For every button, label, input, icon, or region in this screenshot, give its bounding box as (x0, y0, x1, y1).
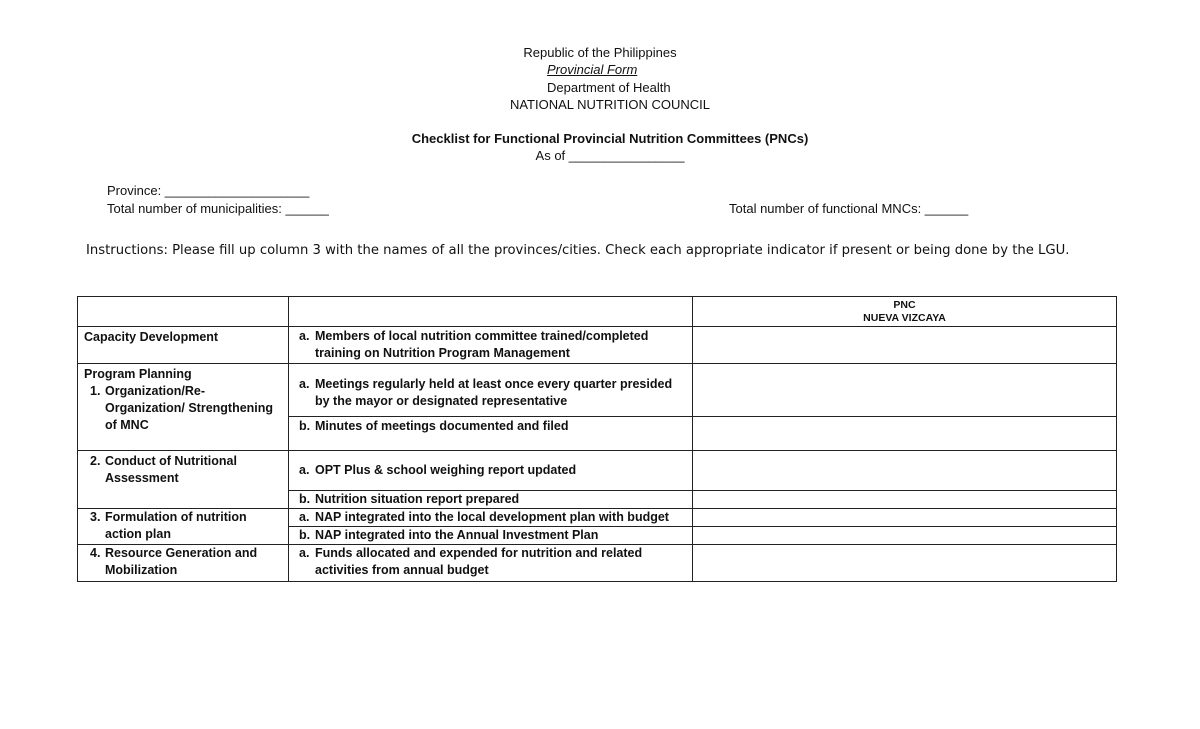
form-type-label: Provincial Form (547, 62, 638, 77)
indicator-cell (289, 327, 693, 364)
subcategory-text (105, 509, 282, 543)
category-label: Program Planning (84, 367, 192, 381)
indicator-text (315, 328, 682, 362)
category-cell (78, 545, 289, 582)
check-cell[interactable] (693, 364, 1117, 417)
indicator-item (289, 491, 692, 508)
header-cell-empty-2 (289, 297, 693, 327)
indicator-text: Nutrition situation report prepared (315, 492, 520, 506)
indicator-cell (289, 364, 693, 417)
indicator-letter: a. (299, 329, 310, 343)
province-name-label: NUEVA VIZCAYA (863, 312, 946, 324)
table-row (78, 545, 1117, 582)
subcategory-text (105, 453, 282, 487)
check-cell[interactable] (693, 491, 1117, 509)
header-cell-pnc (693, 297, 1117, 327)
indicator-item (289, 369, 692, 411)
subcategory-line: Organization/ Strengthening (105, 401, 274, 415)
indicator-item (289, 545, 692, 580)
category-label: Capacity Development (84, 330, 219, 344)
indicator-cell (289, 451, 693, 491)
indicator-line: by the mayor or designated representative (315, 394, 568, 408)
province-field: Province: ____________________ (107, 183, 310, 198)
header-cell-empty-1 (78, 297, 289, 327)
indicator-cell (289, 545, 693, 582)
instructions-text: Instructions: Please fill up column 3 with the names of all the provinces/cities. Check each appropriate indicator if present or being done by the LGU. (86, 243, 1070, 258)
indicator-cell (289, 527, 693, 545)
indicator-item (289, 327, 692, 363)
subcategory-number: 4. (90, 546, 101, 560)
indicator-cell (289, 509, 693, 527)
category-cell (78, 364, 289, 451)
indicator-letter: a. (299, 463, 310, 477)
indicator-text: NAP integrated into the local development plan with budget (315, 510, 669, 524)
indicator-line: Meetings regularly held at least once every quarter presided (315, 377, 673, 391)
check-cell[interactable] (693, 527, 1117, 545)
check-cell[interactable] (693, 509, 1117, 527)
indicator-item (289, 461, 692, 480)
table-row (78, 327, 1117, 364)
category-block (78, 364, 288, 436)
indicator-letter: b. (299, 419, 311, 433)
subcategory-line: Assessment (105, 471, 179, 485)
table-row (78, 509, 1117, 527)
subcategory-text (105, 545, 282, 579)
subcategory-item (84, 509, 282, 543)
check-cell[interactable] (693, 451, 1117, 491)
subcategory-line: Mobilization (105, 563, 178, 577)
indicator-item (289, 417, 692, 436)
indicator-letter: a. (299, 510, 310, 524)
table-header-row (78, 297, 1117, 327)
subcategory-item (84, 453, 282, 487)
subcategory-number: 1. (90, 384, 101, 398)
indicator-line: Funds allocated and expended for nutrition and related (315, 546, 643, 560)
subcategory-line: Formulation of nutrition (105, 510, 247, 524)
indicator-letter: b. (299, 492, 311, 506)
subcategory-number: 3. (90, 510, 101, 524)
as-of-field: As of ________________ (535, 148, 685, 163)
category-block (78, 545, 288, 581)
subcategory-text (105, 383, 282, 434)
indicator-line: activities from annual budget (315, 563, 489, 577)
subcategory-line: Resource Generation and (105, 546, 258, 560)
check-cell[interactable] (693, 417, 1117, 451)
category-block (78, 509, 288, 543)
header-department: Department of Health (547, 80, 671, 95)
header-form-type (547, 61, 637, 78)
indicator-letter: b. (299, 528, 311, 542)
indicator-text: Minutes of meetings documented and filed (315, 419, 569, 433)
total-municipalities-field: Total number of municipalities: ______ (107, 201, 329, 216)
subcategory-line: action plan (105, 527, 171, 541)
indicator-letter: a. (299, 377, 310, 391)
subcategory-item (84, 545, 282, 579)
indicator-letter: a. (299, 546, 310, 560)
check-cell[interactable] (693, 327, 1117, 364)
indicator-line: Members of local nutrition committee trained/completed (315, 329, 649, 343)
header-republic: Republic of the Philippines (523, 45, 677, 60)
subcategory-item (84, 383, 282, 434)
category-cell (78, 327, 289, 364)
check-cell[interactable] (693, 545, 1117, 582)
table-row (78, 451, 1117, 491)
indicator-cell (289, 417, 693, 451)
indicator-item (289, 509, 692, 526)
indicator-text: OPT Plus & school weighing report updated (315, 463, 577, 477)
category-cell (78, 509, 289, 545)
checklist-title: Checklist for Functional Provincial Nutrition Committees (PNCs) (411, 131, 809, 146)
indicator-cell (289, 491, 693, 509)
indicator-text: NAP integrated into the Annual Investment Plan (315, 528, 599, 542)
indicator-text (315, 545, 682, 579)
header-council: NATIONAL NUTRITION COUNCIL (509, 97, 711, 112)
subcategory-line: Conduct of Nutritional (105, 454, 237, 468)
subcategory-line: of MNC (105, 418, 149, 432)
category-block (78, 451, 288, 489)
total-functional-mncs-field: Total number of functional MNCs: ______ (729, 201, 969, 216)
checklist-table (77, 296, 1117, 582)
table-row (78, 364, 1117, 417)
indicator-line: training on Nutrition Program Management (315, 346, 570, 360)
subcategory-number: 2. (90, 454, 101, 468)
subcategory-line: Organization/Re- (105, 384, 206, 398)
indicator-item (289, 527, 692, 544)
indicator-text (315, 376, 682, 410)
category-cell (78, 451, 289, 509)
pnc-label: PNC (893, 299, 916, 311)
